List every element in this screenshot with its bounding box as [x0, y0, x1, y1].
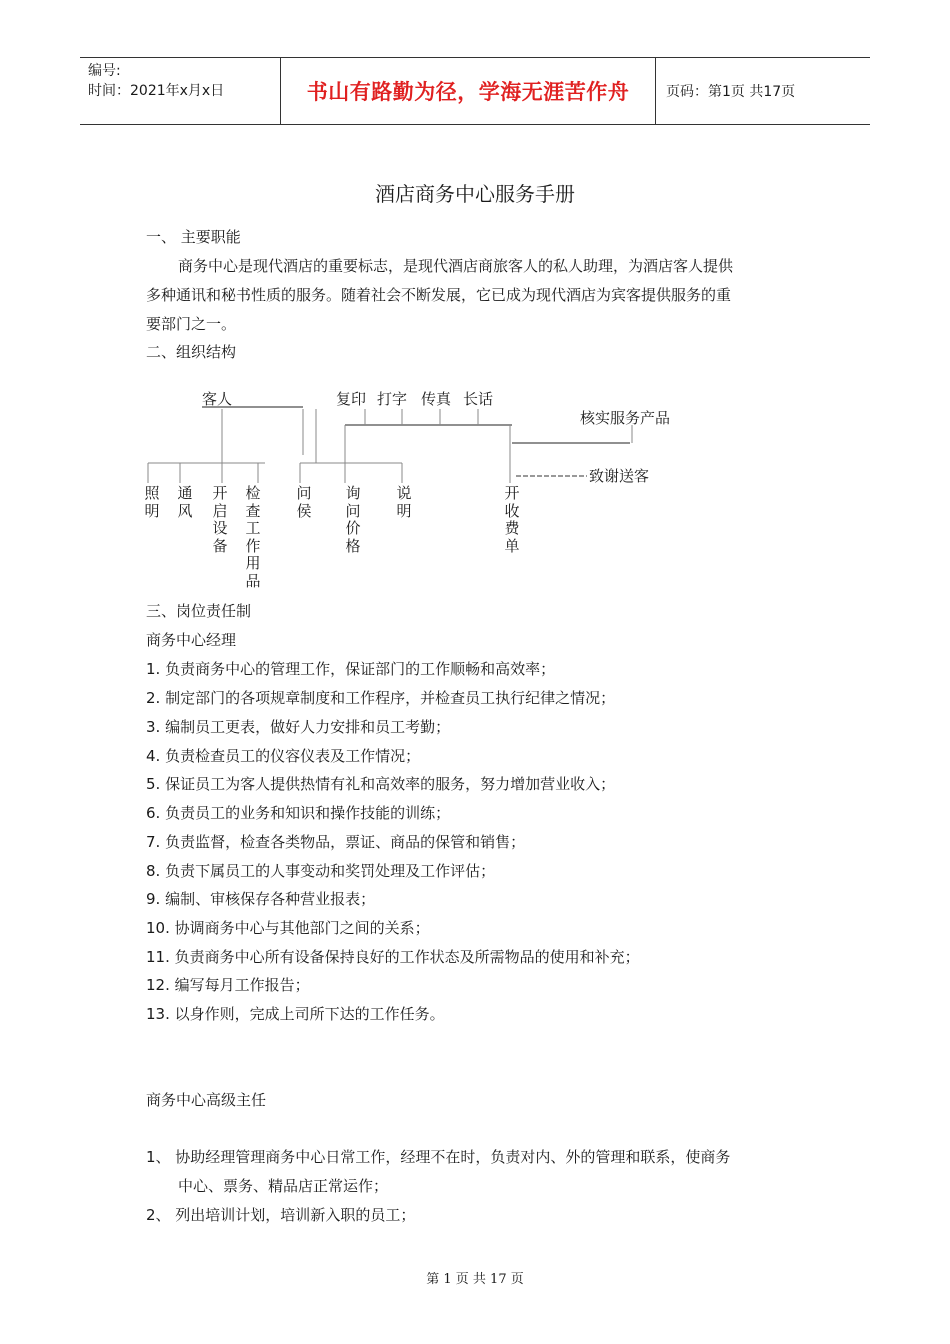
org-service-fax: 传真	[421, 390, 452, 408]
list-item: 6. 负责员工的业务和知识和操作技能的训练；	[146, 804, 451, 822]
org-leaf-greeting: 问侯	[296, 484, 312, 520]
list-item: 5. 保证员工为客人提供热情有礼和高效率的服务，努力增加营业收入；	[146, 775, 616, 793]
time-label: 时间：2021年x月x日	[88, 83, 225, 99]
senior-item-2: 2、 列出培训计划，培训新入职的员工；	[146, 1206, 416, 1224]
org-leaf-lighting: 照明	[144, 484, 160, 520]
section3-heading: 三、岗位责任制	[146, 602, 252, 620]
list-item: 12. 编写每月工作报告；	[146, 976, 310, 994]
section1-para-line2: 多种通讯和秘书性质的服务。随着社会不断发展，它已成为现代酒店为宾客提供服务的重	[146, 286, 732, 304]
org-leaf-issue-bill: 开收费单	[504, 484, 520, 555]
list-item: 3. 编制员工更表，做好人力安排和员工考勤；	[146, 718, 451, 736]
org-leaf-start-equipment: 开启设备	[212, 484, 228, 555]
list-item: 7. 负责监督，检查各类物品，票证、商品的保管和销售；	[146, 833, 526, 851]
org-farewell: 致谢送客	[589, 467, 650, 485]
list-item: 9. 编制、审核保存各种营业报表；	[146, 890, 376, 908]
section1-heading: 一、 主要职能	[146, 228, 241, 246]
org-service-long-distance: 长话	[463, 390, 494, 408]
senior-item-1-line2: 中心、票务、精品店正常运作；	[178, 1177, 389, 1195]
list-item: 1. 负责商务中心的管理工作，保证部门的工作顺畅和高效率；	[146, 660, 556, 678]
manager-title: 商务中心经理	[146, 631, 237, 649]
list-item: 4. 负责检查员工的仪容仪表及工作情况；	[146, 747, 421, 765]
org-leaf-check-supplies: 检查工作用品	[245, 484, 261, 590]
org-leaf-ventilation: 通风	[177, 484, 193, 520]
header-meta	[80, 58, 281, 124]
section1-para-line3: 要部门之一。	[146, 315, 237, 333]
list-item: 11. 负责商务中心所有设备保持良好的工作状态及所需物品的使用和补充；	[146, 948, 640, 966]
section2-heading: 二、组织结构	[146, 343, 237, 361]
org-leaf-explain: 说明	[396, 484, 412, 520]
document-title: 酒店商务中心服务手册	[375, 182, 575, 206]
list-item: 13. 以身作则，完成上司所下达的工作任务。	[146, 1005, 445, 1023]
header-table	[80, 57, 870, 125]
number-label: 编号:	[88, 63, 121, 79]
list-item: 8. 负责下属员工的人事变动和奖罚处理及工作评估；	[146, 862, 496, 880]
header-page-info: 页码：第1页 共17页	[666, 84, 796, 100]
list-item: 10. 协调商务中心与其他部门之间的关系；	[146, 919, 430, 937]
page-footer: 第 1 页 共 17 页	[426, 1272, 524, 1287]
list-item: 2. 制定部门的各项规章制度和工作程序，并检查员工执行纪律之情况；	[146, 689, 616, 707]
org-service-typing: 打字	[377, 390, 408, 408]
org-service-copy: 复印	[336, 390, 367, 408]
senior-title: 商务中心高级主任	[146, 1091, 267, 1109]
header-motto: 书山有路勤为径，学海无涯苦作舟	[281, 58, 656, 124]
senior-item-1-line1: 1、 协助经理管理商务中心日常工作，经理不在时，负责对内、外的管理和联系，使商务	[146, 1148, 731, 1166]
org-chart	[140, 385, 700, 600]
org-leaf-ask-price: 询问价格	[345, 484, 361, 555]
org-guest: 客人	[202, 390, 233, 408]
org-verify-service: 核实服务产品	[580, 409, 671, 427]
section1-para-line1: 商务中心是现代酒店的重要标志，是现代酒店商旅客人的私人助理，为酒店客人提供	[178, 257, 734, 275]
